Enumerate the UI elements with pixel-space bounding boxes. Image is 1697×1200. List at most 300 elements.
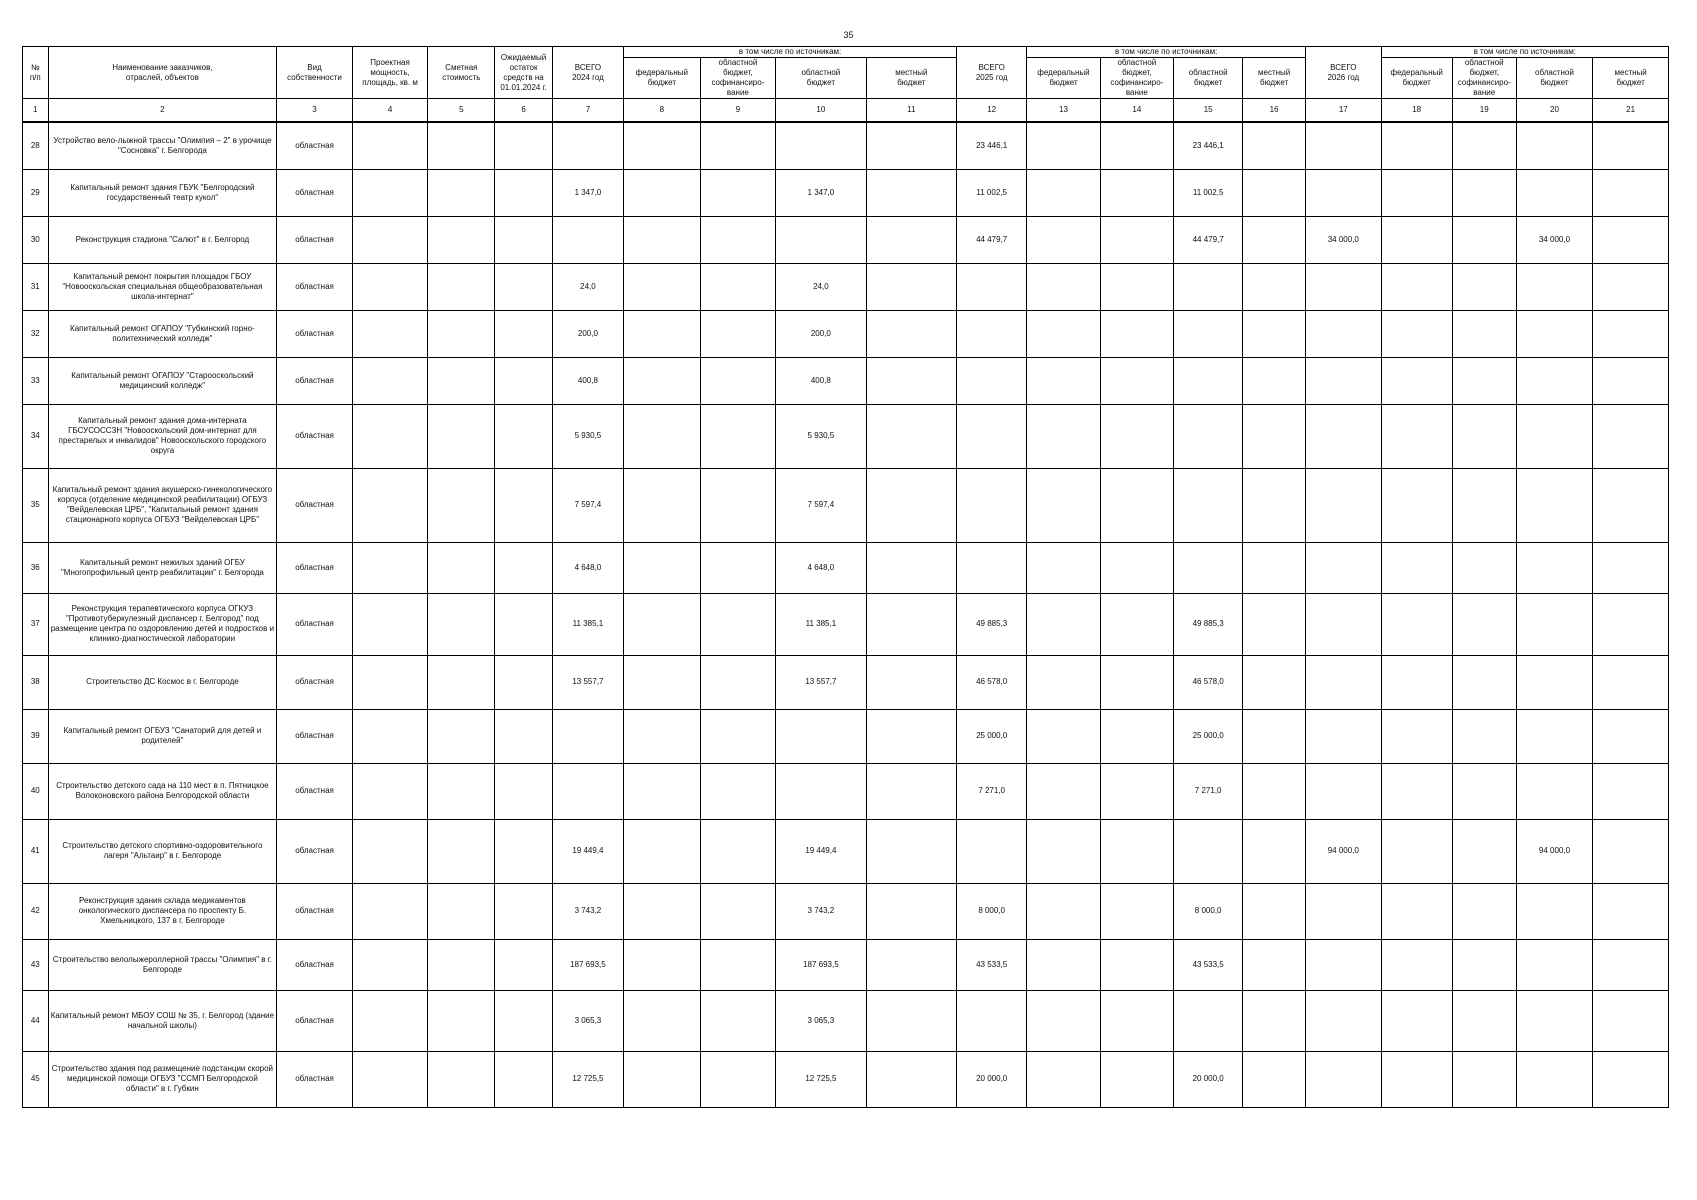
empty-cell bbox=[1452, 655, 1516, 709]
empty-cell bbox=[866, 763, 956, 819]
empty-cell bbox=[1027, 1051, 1100, 1107]
total-cell bbox=[957, 357, 1027, 404]
empty-cell bbox=[624, 310, 701, 357]
empty-cell bbox=[1452, 883, 1516, 939]
empty-cell bbox=[1452, 939, 1516, 990]
empty-cell bbox=[624, 468, 701, 542]
empty-cell bbox=[1452, 169, 1516, 216]
table-row bbox=[23, 939, 1669, 990]
object-name: Строительство здания под размещение подстанции скорой медицинской помощи ОГБУЗ "ССМП Белгородской области" в г. Губкин bbox=[48, 1051, 277, 1107]
total-cell bbox=[552, 709, 623, 763]
column-number: 10 bbox=[776, 99, 866, 123]
header-total-2024: ВСЕГО 2024 год bbox=[552, 47, 623, 99]
empty-cell bbox=[352, 939, 428, 990]
empty-cell bbox=[1027, 990, 1100, 1051]
empty-cell bbox=[1593, 122, 1669, 169]
regional-budget-cell bbox=[1516, 1051, 1593, 1107]
empty-cell bbox=[1027, 655, 1100, 709]
empty-cell bbox=[1027, 169, 1100, 216]
total-cell: 43 533,5 bbox=[957, 939, 1027, 990]
empty-cell bbox=[1243, 310, 1306, 357]
column-number: 4 bbox=[352, 99, 428, 123]
header-sources-2026: в том числе по источникам: bbox=[1381, 47, 1668, 58]
column-number-row bbox=[23, 99, 1669, 123]
empty-cell bbox=[1452, 763, 1516, 819]
empty-cell bbox=[428, 404, 495, 468]
empty-cell bbox=[700, 122, 776, 169]
row-number: 34 bbox=[23, 404, 49, 468]
total-cell bbox=[957, 310, 1027, 357]
empty-cell bbox=[700, 263, 776, 310]
empty-cell bbox=[1243, 819, 1306, 883]
total-cell bbox=[1306, 593, 1382, 655]
row-number: 38 bbox=[23, 655, 49, 709]
header-cofinancing: областной бюджет, софинансиро- вание bbox=[700, 58, 776, 99]
empty-cell bbox=[700, 939, 776, 990]
empty-cell bbox=[495, 542, 552, 593]
empty-cell bbox=[866, 263, 956, 310]
empty-cell bbox=[624, 1051, 701, 1107]
regional-budget-cell bbox=[1174, 542, 1243, 593]
empty-cell bbox=[1593, 939, 1669, 990]
empty-cell bbox=[1452, 216, 1516, 263]
empty-cell bbox=[352, 542, 428, 593]
empty-cell bbox=[1100, 593, 1173, 655]
empty-cell bbox=[1100, 542, 1173, 593]
empty-cell bbox=[1593, 593, 1669, 655]
column-number: 20 bbox=[1516, 99, 1593, 123]
total-cell bbox=[957, 819, 1027, 883]
empty-cell bbox=[352, 468, 428, 542]
empty-cell bbox=[1100, 263, 1173, 310]
budget-table bbox=[22, 46, 1669, 1108]
empty-cell bbox=[495, 404, 552, 468]
column-number: 18 bbox=[1381, 99, 1452, 123]
regional-budget-cell bbox=[1516, 593, 1593, 655]
empty-cell bbox=[700, 169, 776, 216]
regional-budget-cell: 7 271,0 bbox=[1174, 763, 1243, 819]
column-number: 19 bbox=[1452, 99, 1516, 123]
empty-cell bbox=[624, 404, 701, 468]
empty-cell bbox=[495, 468, 552, 542]
empty-cell bbox=[1100, 990, 1173, 1051]
empty-cell bbox=[352, 310, 428, 357]
object-name: Капитальный ремонт ОГАПОУ "Губкинский горно-политехнический колледж" bbox=[48, 310, 277, 357]
object-name: Капитальный ремонт здания акушерско-гинекологического корпуса (отделение медицинской реабилитации) ОГБУЗ "Вейделевская ЦРБ", "Капитальный ремонт здания стационарного корпуса ОГБУЗ "Вейделевская ЦРБ" bbox=[48, 468, 277, 542]
header-regional: областной бюджет bbox=[1174, 58, 1243, 99]
empty-cell bbox=[1100, 709, 1173, 763]
ownership-cell: областная bbox=[277, 542, 353, 593]
regional-budget-cell bbox=[1516, 655, 1593, 709]
empty-cell bbox=[352, 883, 428, 939]
empty-cell bbox=[1593, 1051, 1669, 1107]
empty-cell bbox=[1243, 1051, 1306, 1107]
total-cell: 20 000,0 bbox=[957, 1051, 1027, 1107]
empty-cell bbox=[428, 310, 495, 357]
total-cell: 34 000,0 bbox=[1306, 216, 1382, 263]
header-regional: областной бюджет bbox=[776, 58, 866, 99]
object-name: Капитальный ремонт МБОУ СОШ № 35, г. Белгород (здание начальной школы) bbox=[48, 990, 277, 1051]
table-row bbox=[23, 542, 1669, 593]
empty-cell bbox=[1593, 357, 1669, 404]
empty-cell bbox=[866, 216, 956, 263]
total-cell bbox=[957, 404, 1027, 468]
regional-budget-cell bbox=[1516, 990, 1593, 1051]
empty-cell bbox=[428, 655, 495, 709]
regional-budget-cell bbox=[1174, 357, 1243, 404]
table-row bbox=[23, 468, 1669, 542]
total-cell: 3 065,3 bbox=[552, 990, 623, 1051]
column-number: 6 bbox=[495, 99, 552, 123]
empty-cell bbox=[700, 819, 776, 883]
empty-cell bbox=[352, 593, 428, 655]
empty-cell bbox=[495, 263, 552, 310]
empty-cell bbox=[700, 1051, 776, 1107]
empty-cell bbox=[700, 357, 776, 404]
empty-cell bbox=[495, 593, 552, 655]
empty-cell bbox=[700, 593, 776, 655]
empty-cell bbox=[866, 542, 956, 593]
empty-cell bbox=[624, 357, 701, 404]
ownership-cell: областная bbox=[277, 216, 353, 263]
total-cell: 11 385,1 bbox=[552, 593, 623, 655]
empty-cell bbox=[624, 655, 701, 709]
empty-cell bbox=[1100, 819, 1173, 883]
empty-cell bbox=[1452, 819, 1516, 883]
empty-cell bbox=[866, 593, 956, 655]
total-cell: 24,0 bbox=[552, 263, 623, 310]
empty-cell bbox=[1100, 404, 1173, 468]
object-name: Капитальный ремонт покрытия площадок ГБОУ "Новооскольская специальная общеобразовательная школа-интернат" bbox=[48, 263, 277, 310]
table-header bbox=[23, 47, 1669, 123]
total-cell: 5 930,5 bbox=[552, 404, 623, 468]
empty-cell bbox=[1243, 763, 1306, 819]
header-total-2025: ВСЕГО 2025 год bbox=[957, 47, 1027, 99]
regional-budget-cell bbox=[1174, 819, 1243, 883]
empty-cell bbox=[1243, 542, 1306, 593]
row-number: 31 bbox=[23, 263, 49, 310]
empty-cell bbox=[1243, 122, 1306, 169]
empty-cell bbox=[1243, 709, 1306, 763]
object-name: Строительство детского сада на 110 мест в п. Пятницкое Волоконовского района Белгородской области bbox=[48, 763, 277, 819]
empty-cell bbox=[1452, 122, 1516, 169]
empty-cell bbox=[428, 939, 495, 990]
total-cell: 11 002,5 bbox=[957, 169, 1027, 216]
empty-cell bbox=[495, 763, 552, 819]
empty-cell bbox=[1593, 763, 1669, 819]
header-total-2026: ВСЕГО 2026 год bbox=[1306, 47, 1382, 99]
regional-budget-cell: 187 693,5 bbox=[776, 939, 866, 990]
empty-cell bbox=[428, 216, 495, 263]
empty-cell bbox=[1100, 169, 1173, 216]
ownership-cell: областная bbox=[277, 1051, 353, 1107]
empty-cell bbox=[1243, 593, 1306, 655]
table-row bbox=[23, 1051, 1669, 1107]
empty-cell bbox=[495, 357, 552, 404]
empty-cell bbox=[700, 404, 776, 468]
total-cell: 44 479,7 bbox=[957, 216, 1027, 263]
empty-cell bbox=[1027, 263, 1100, 310]
total-cell: 4 648,0 bbox=[552, 542, 623, 593]
regional-budget-cell: 3 065,3 bbox=[776, 990, 866, 1051]
empty-cell bbox=[1381, 593, 1452, 655]
empty-cell bbox=[495, 655, 552, 709]
total-cell bbox=[1306, 883, 1382, 939]
empty-cell bbox=[1452, 990, 1516, 1051]
empty-cell bbox=[1027, 468, 1100, 542]
empty-cell bbox=[1100, 357, 1173, 404]
empty-cell bbox=[700, 542, 776, 593]
total-cell: 200,0 bbox=[552, 310, 623, 357]
empty-cell bbox=[1027, 542, 1100, 593]
empty-cell bbox=[352, 122, 428, 169]
empty-cell bbox=[1593, 468, 1669, 542]
total-cell bbox=[1306, 542, 1382, 593]
empty-cell bbox=[428, 593, 495, 655]
empty-cell bbox=[428, 542, 495, 593]
empty-cell bbox=[624, 990, 701, 1051]
empty-cell bbox=[700, 883, 776, 939]
empty-cell bbox=[624, 122, 701, 169]
empty-cell bbox=[352, 404, 428, 468]
empty-cell bbox=[1100, 122, 1173, 169]
header-cofinancing: областной бюджет, софинансиро- вание bbox=[1452, 58, 1516, 99]
object-name: Строительство велолыжероллерной трассы "Олимпия" в г. Белгороде bbox=[48, 939, 277, 990]
empty-cell bbox=[1381, 990, 1452, 1051]
empty-cell bbox=[866, 709, 956, 763]
empty-cell bbox=[1243, 357, 1306, 404]
regional-budget-cell bbox=[1516, 357, 1593, 404]
empty-cell bbox=[624, 883, 701, 939]
total-cell bbox=[1306, 990, 1382, 1051]
header-local: местный бюджет bbox=[1243, 58, 1306, 99]
empty-cell bbox=[866, 357, 956, 404]
row-number: 28 bbox=[23, 122, 49, 169]
empty-cell bbox=[866, 990, 956, 1051]
empty-cell bbox=[866, 939, 956, 990]
empty-cell bbox=[1381, 709, 1452, 763]
regional-budget-cell: 43 533,5 bbox=[1174, 939, 1243, 990]
empty-cell bbox=[624, 593, 701, 655]
regional-budget-cell bbox=[1174, 404, 1243, 468]
regional-budget-cell bbox=[1516, 763, 1593, 819]
header-cofinancing: областной бюджет, софинансиро- вание bbox=[1100, 58, 1173, 99]
empty-cell bbox=[624, 709, 701, 763]
regional-budget-cell bbox=[1516, 263, 1593, 310]
empty-cell bbox=[1593, 883, 1669, 939]
empty-cell bbox=[1381, 655, 1452, 709]
page-number: 35 bbox=[843, 30, 854, 40]
empty-cell bbox=[495, 169, 552, 216]
empty-cell bbox=[495, 819, 552, 883]
regional-budget-cell: 23 446,1 bbox=[1174, 122, 1243, 169]
empty-cell bbox=[1593, 709, 1669, 763]
row-number: 39 bbox=[23, 709, 49, 763]
empty-cell bbox=[352, 263, 428, 310]
empty-cell bbox=[624, 542, 701, 593]
table-row bbox=[23, 357, 1669, 404]
row-number: 30 bbox=[23, 216, 49, 263]
regional-budget-cell: 1 347,0 bbox=[776, 169, 866, 216]
empty-cell bbox=[1100, 763, 1173, 819]
total-cell bbox=[1306, 404, 1382, 468]
empty-cell bbox=[1100, 216, 1173, 263]
object-name: Капитальный ремонт ОГАПОУ "Старооскольский медицинский колледж" bbox=[48, 357, 277, 404]
empty-cell bbox=[1027, 122, 1100, 169]
empty-cell bbox=[700, 310, 776, 357]
column-number: 14 bbox=[1100, 99, 1173, 123]
regional-budget-cell bbox=[776, 216, 866, 263]
empty-cell bbox=[700, 655, 776, 709]
empty-cell bbox=[1593, 404, 1669, 468]
empty-cell bbox=[1381, 1051, 1452, 1107]
empty-cell bbox=[1243, 216, 1306, 263]
regional-budget-cell: 25 000,0 bbox=[1174, 709, 1243, 763]
table-row bbox=[23, 883, 1669, 939]
total-cell bbox=[1306, 310, 1382, 357]
empty-cell bbox=[700, 763, 776, 819]
regional-budget-cell bbox=[1516, 939, 1593, 990]
column-number: 16 bbox=[1243, 99, 1306, 123]
empty-cell bbox=[866, 310, 956, 357]
empty-cell bbox=[1381, 169, 1452, 216]
row-number: 45 bbox=[23, 1051, 49, 1107]
empty-cell bbox=[624, 939, 701, 990]
column-number: 2 bbox=[48, 99, 277, 123]
total-cell bbox=[552, 216, 623, 263]
table-row bbox=[23, 819, 1669, 883]
ownership-cell: областная bbox=[277, 357, 353, 404]
row-number: 40 bbox=[23, 763, 49, 819]
empty-cell bbox=[1381, 542, 1452, 593]
object-name: Строительство детского спортивно-оздоровительного лагеря "Альтаир" в г. Белгороде bbox=[48, 819, 277, 883]
row-number: 41 bbox=[23, 819, 49, 883]
empty-cell bbox=[352, 169, 428, 216]
header-federal: федеральный бюджет bbox=[1381, 58, 1452, 99]
table-row bbox=[23, 990, 1669, 1051]
empty-cell bbox=[1243, 169, 1306, 216]
regional-budget-cell bbox=[1516, 468, 1593, 542]
total-cell bbox=[1306, 263, 1382, 310]
empty-cell bbox=[1452, 404, 1516, 468]
object-name: Капитальный ремонт ОГБУЗ "Санаторий для детей и родителей" bbox=[48, 709, 277, 763]
empty-cell bbox=[1452, 542, 1516, 593]
empty-cell bbox=[1381, 468, 1452, 542]
empty-cell bbox=[624, 819, 701, 883]
row-number: 36 bbox=[23, 542, 49, 593]
empty-cell bbox=[1381, 357, 1452, 404]
header-sources-2024: в том числе по источникам: bbox=[624, 47, 957, 58]
total-cell: 25 000,0 bbox=[957, 709, 1027, 763]
header-sources-2025: в том числе по источникам: bbox=[1027, 47, 1306, 58]
empty-cell bbox=[495, 939, 552, 990]
total-cell: 8 000,0 bbox=[957, 883, 1027, 939]
empty-cell bbox=[1027, 216, 1100, 263]
total-cell: 187 693,5 bbox=[552, 939, 623, 990]
regional-budget-cell: 24,0 bbox=[776, 263, 866, 310]
regional-budget-cell bbox=[776, 763, 866, 819]
empty-cell bbox=[495, 990, 552, 1051]
column-number: 15 bbox=[1174, 99, 1243, 123]
empty-cell bbox=[352, 1051, 428, 1107]
regional-budget-cell: 200,0 bbox=[776, 310, 866, 357]
total-cell bbox=[1306, 468, 1382, 542]
object-name: Реконструкция терапевтического корпуса ОГКУЗ "Противотуберкулезный диспансер г. Белгород" под размещение центра по оздоровлению детей и подростков и клинико-диагностической лаборатории bbox=[48, 593, 277, 655]
regional-budget-cell: 11 002,5 bbox=[1174, 169, 1243, 216]
ownership-cell: областная bbox=[277, 939, 353, 990]
empty-cell bbox=[1381, 819, 1452, 883]
ownership-cell: областная bbox=[277, 404, 353, 468]
empty-cell bbox=[352, 216, 428, 263]
empty-cell bbox=[1100, 310, 1173, 357]
regional-budget-cell: 49 885,3 bbox=[1174, 593, 1243, 655]
object-name: Капитальный ремонт здания дома-интерната ГБСУСОССЗН "Новооскольский дом-интернат для престарелых и инвалидов" Новооскольского городского округа bbox=[48, 404, 277, 468]
empty-cell bbox=[866, 468, 956, 542]
regional-budget-cell bbox=[1516, 542, 1593, 593]
regional-budget-cell: 19 449,4 bbox=[776, 819, 866, 883]
ownership-cell: областная bbox=[277, 593, 353, 655]
empty-cell bbox=[1243, 883, 1306, 939]
empty-cell bbox=[1452, 1051, 1516, 1107]
empty-cell bbox=[1027, 404, 1100, 468]
total-cell: 19 449,4 bbox=[552, 819, 623, 883]
header-capacity: Проектная мощность, площадь, кв. м bbox=[352, 47, 428, 99]
table-row bbox=[23, 593, 1669, 655]
regional-budget-cell: 11 385,1 bbox=[776, 593, 866, 655]
regional-budget-cell: 7 597,4 bbox=[776, 468, 866, 542]
empty-cell bbox=[1593, 655, 1669, 709]
regional-budget-cell bbox=[1516, 883, 1593, 939]
object-name: Устройство вело-лыжной трассы "Олимпия – 2" в урочище "Сосновка" г. Белгорода bbox=[48, 122, 277, 169]
empty-cell bbox=[866, 122, 956, 169]
empty-cell bbox=[352, 819, 428, 883]
empty-cell bbox=[428, 990, 495, 1051]
total-cell bbox=[552, 122, 623, 169]
empty-cell bbox=[1381, 122, 1452, 169]
total-cell bbox=[1306, 655, 1382, 709]
regional-budget-cell: 46 578,0 bbox=[1174, 655, 1243, 709]
empty-cell bbox=[624, 263, 701, 310]
column-number: 7 bbox=[552, 99, 623, 123]
table-row bbox=[23, 169, 1669, 216]
total-cell bbox=[1306, 763, 1382, 819]
header-local: местный бюджет bbox=[1593, 58, 1669, 99]
empty-cell bbox=[1027, 593, 1100, 655]
total-cell bbox=[957, 990, 1027, 1051]
empty-cell bbox=[1452, 357, 1516, 404]
ownership-cell: областная bbox=[277, 883, 353, 939]
regional-budget-cell bbox=[1516, 404, 1593, 468]
empty-cell bbox=[1381, 883, 1452, 939]
regional-budget-cell: 8 000,0 bbox=[1174, 883, 1243, 939]
header-no: № п/п bbox=[23, 47, 49, 99]
total-cell: 46 578,0 bbox=[957, 655, 1027, 709]
empty-cell bbox=[495, 883, 552, 939]
ownership-cell: областная bbox=[277, 763, 353, 819]
regional-budget-cell bbox=[776, 709, 866, 763]
column-number: 11 bbox=[866, 99, 956, 123]
empty-cell bbox=[866, 404, 956, 468]
header-name: Наименование заказчиков, отраслей, объектов bbox=[48, 47, 277, 99]
empty-cell bbox=[1381, 263, 1452, 310]
empty-cell bbox=[1593, 263, 1669, 310]
header-regional: областной бюджет bbox=[1516, 58, 1593, 99]
empty-cell bbox=[1027, 819, 1100, 883]
total-cell bbox=[957, 263, 1027, 310]
ownership-cell: областная bbox=[277, 709, 353, 763]
empty-cell bbox=[428, 122, 495, 169]
header-estimate: Сметная стоимость bbox=[428, 47, 495, 99]
